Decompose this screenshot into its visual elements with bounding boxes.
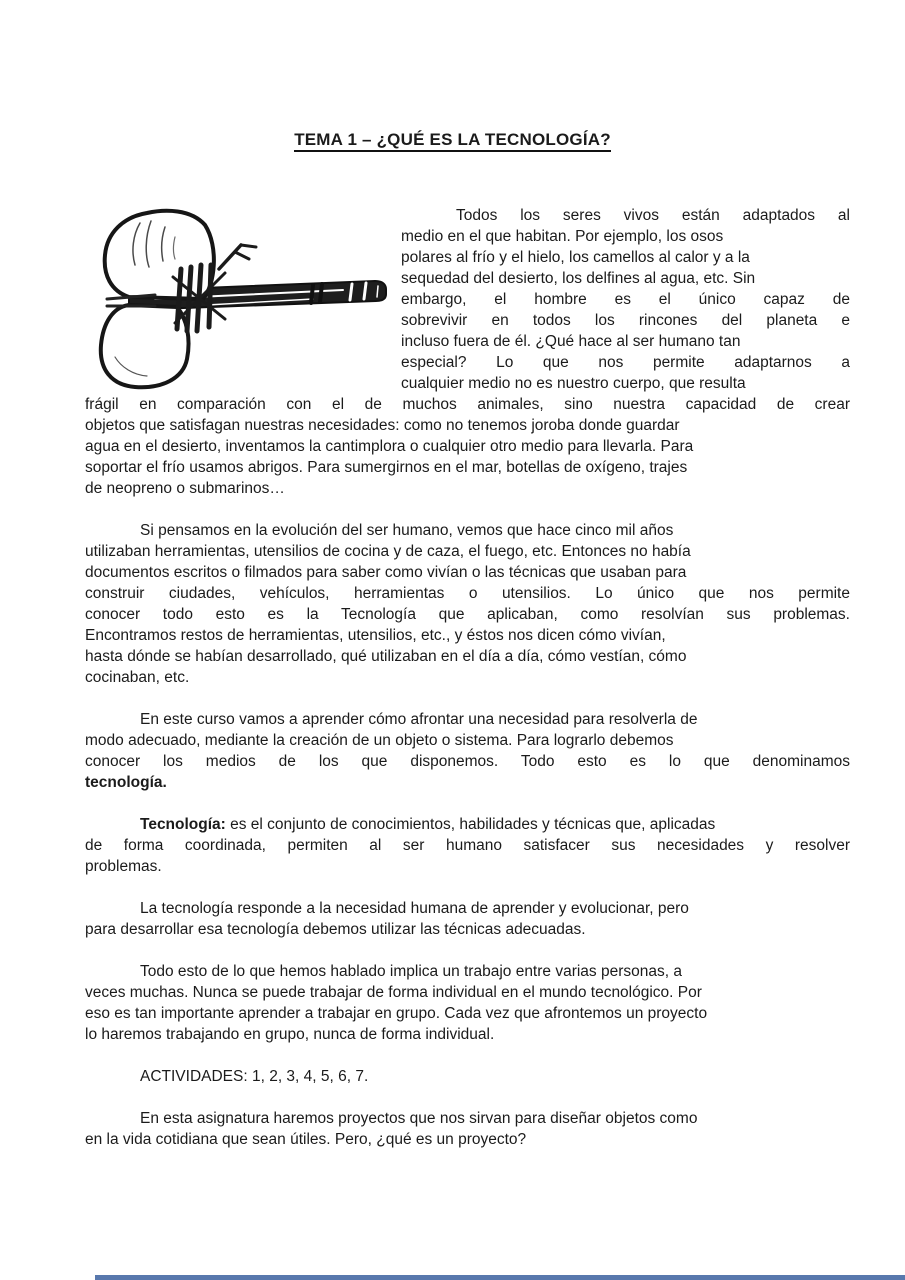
text-line: modo adecuado, mediante la creación de un objeto o sistema. Para lograrlo debemos xyxy=(85,732,674,749)
text-line: para desarrollar esa tecnología debemos utilizar las técnicas adecuadas. xyxy=(85,921,586,938)
paragraph-trabajo-grupo xyxy=(85,961,850,1045)
text-line: medio en el que habitan. Por ejemplo, los osos xyxy=(401,228,724,245)
text-line: utilizaban herramientas, utensilios de cocina y de caza, el fuego, etc. Entonces no había xyxy=(85,543,691,560)
text-line: cocinaban, etc. xyxy=(85,669,190,686)
text-line: en la vida cotidiana que sean útiles. Pero, ¿qué es un proyecto? xyxy=(85,1131,527,1148)
text-line: ACTIVIDADES: 1, 2, 3, 4, 5, 6, 7. xyxy=(140,1068,369,1085)
text-line: sobrevivir en todos los rincones del planeta e xyxy=(401,312,850,329)
document-body xyxy=(85,205,850,1171)
page-title xyxy=(0,130,905,150)
bottom-blue-bar xyxy=(95,1275,905,1280)
text-line: agua en el desierto, inventamos la cantimplora o cualquier otro medio para llevarla. Para xyxy=(85,438,694,455)
text-line: embargo, el hombre es el único capaz de xyxy=(401,291,850,308)
paragraph-necesidad xyxy=(85,898,850,940)
text-line: Si pensamos en la evolución del ser humano, vemos que hace cinco mil años xyxy=(140,522,674,539)
text-line: lo haremos trabajando en grupo, nunca de forma individual. xyxy=(85,1026,495,1043)
text-line: Todo esto de lo que hemos hablado implica un trabajo entre varias personas, a xyxy=(140,963,682,980)
text-line: En esta asignatura haremos proyectos que nos sirvan para diseñar objetos como xyxy=(140,1110,698,1127)
text-line: Todos los seres vivos están adaptados al xyxy=(456,207,850,224)
text-line: problemas. xyxy=(85,858,162,875)
text-line: documentos escritos o filmados para saber como vivían o las técnicas que usaban para xyxy=(85,564,687,581)
text-line: conocer los medios de los que disponemos. Todo esto es lo que denominamos xyxy=(85,753,850,770)
text-line: Encontramos restos de herramientas, utensilios, etc., y éstos nos dicen cómo vivían, xyxy=(85,627,666,644)
text-line: construir ciudades, vehículos, herramientas o utensilios. Lo único que nos permite xyxy=(85,585,850,602)
paragraph-curso-lines xyxy=(85,709,850,772)
text-line: incluso fuera de él. ¿Qué hace al ser humano tan xyxy=(401,333,741,350)
stone-hammer-figure xyxy=(85,207,389,390)
text-line: objetos que satisfagan nuestras necesidades: como no tenemos joroba donde guardar xyxy=(85,417,680,434)
text-line: hasta dónde se habían desarrollado, qué utilizaban en el día a día, cómo vestían, cómo xyxy=(85,648,687,665)
text-line: soportar el frío usamos abrigos. Para sumergirnos en el mar, botellas de oxígeno, trajes xyxy=(85,459,688,476)
text-line: conocer todo esto es la Tecnología que aplicaban, como resolvían sus problemas. xyxy=(85,606,850,623)
text-line: especial? Lo que nos permite adaptarnos a xyxy=(401,354,850,371)
text-line: de neopreno o submarinos… xyxy=(85,480,285,497)
definition-first-line xyxy=(85,814,850,835)
text-line: sequedad del desierto, los delfines al agua, etc. Sin xyxy=(401,270,756,287)
bold-word-tecnologia: tecnología. xyxy=(85,774,167,791)
text-line: veces muchas. Nunca se puede trabajar de forma individual en el mundo tecnológico. Por xyxy=(85,984,702,1001)
page-title-text: TEMA 1 – ¿QUÉ ES LA TECNOLOGÍA? xyxy=(294,130,611,152)
text-line: cualquier medio no es nuestro cuerpo, que resulta xyxy=(401,375,746,392)
stone-hammer-illustration xyxy=(85,207,389,390)
text-line: frágil en comparación con el de muchos animales, sino nuestra capacidad de crear xyxy=(85,396,850,413)
text-line: La tecnología responde a la necesidad humana de aprender y evolucionar, pero xyxy=(140,900,689,917)
text-line: En este curso vamos a aprender cómo afrontar una necesidad para resolverla de xyxy=(140,711,698,728)
paragraph-proyectos xyxy=(85,1108,850,1150)
definition-term: Tecnología: xyxy=(140,816,226,833)
paragraph-intro xyxy=(85,205,850,499)
text-line: polares al frío y el hielo, los camellos al calor y a la xyxy=(401,249,750,266)
definition-first-line-rest: es el conjunto de conocimientos, habilidades y técnicas que, aplicadas xyxy=(225,816,716,833)
paragraph-definicion-lines xyxy=(85,835,850,877)
text-line: de forma coordinada, permiten al ser humano satisfacer sus necesidades y resolver xyxy=(85,837,850,854)
paragraph-actividades xyxy=(85,1066,850,1087)
paragraph-evolucion xyxy=(85,520,850,688)
text-line: eso es tan importante aprender a trabajar en grupo. Cada vez que afrontemos un proyecto xyxy=(85,1005,708,1022)
paragraph-curso xyxy=(85,709,850,793)
paragraph-definicion xyxy=(85,814,850,877)
